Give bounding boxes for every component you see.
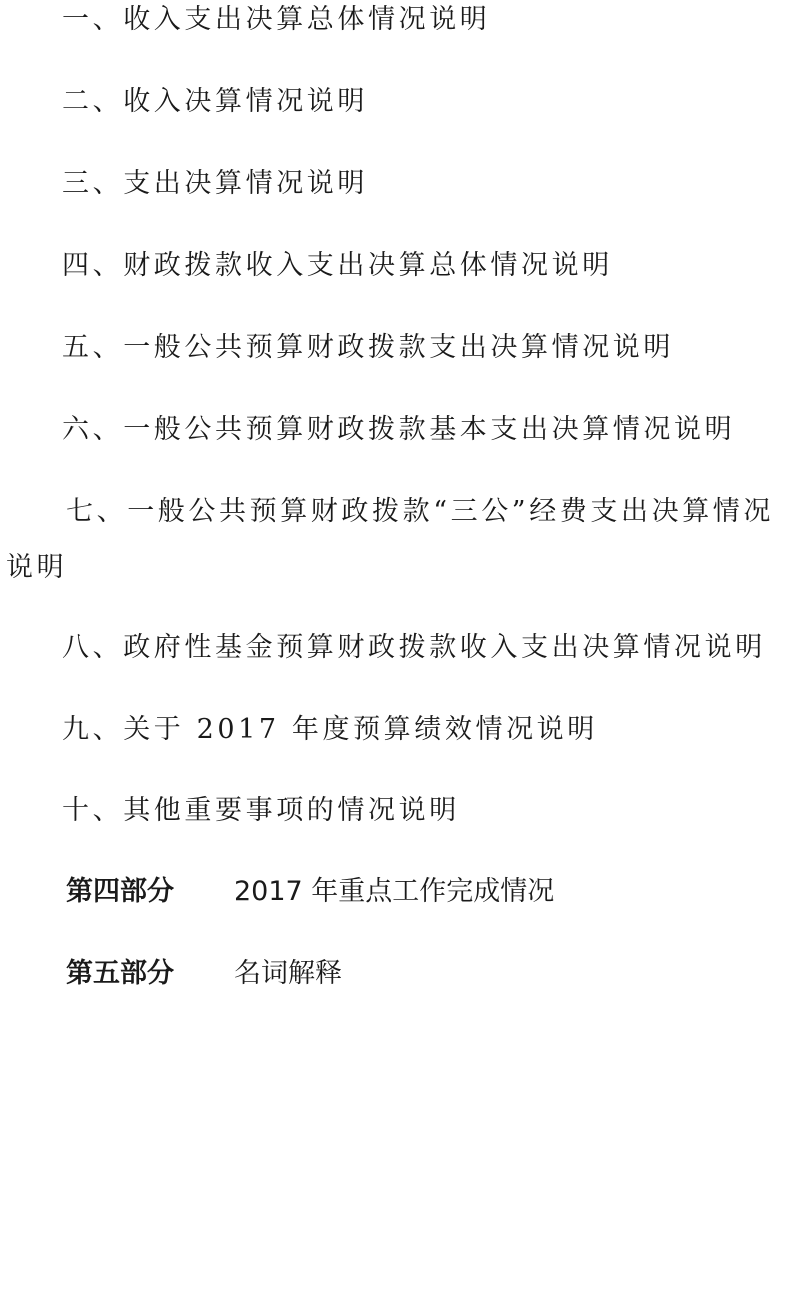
toc-item-text: 七、一般公共预算财政拨款“三公”经费支出决算情况说明 [6,496,775,583]
toc-item-3 [0,164,790,204]
toc-item-9 [0,710,790,750]
toc-item-6 [0,410,790,450]
toc-item-text: 十、其他重要事项的情况说明 [62,795,460,826]
toc-item-8 [0,628,790,668]
part-title: 2017 年重点工作完成情况 [234,876,555,907]
toc-item-text: 二、收入决算情况说明 [62,86,368,117]
toc-item-text: 八、政府性基金预算财政拨款收入支出决算情况说明 [62,632,766,663]
toc-item-text: 四、财政拨款收入支出决算总体情况说明 [62,250,613,281]
toc-item-text: 五、一般公共预算财政拨款支出决算情况说明 [62,332,674,363]
toc-item-text: 九、关于 2017 年度预算绩效情况说明 [62,714,598,745]
toc-item-2 [0,82,790,122]
toc-item-7 [6,484,791,596]
toc-item-4 [0,246,790,286]
toc-item-text: 一、收入支出决算总体情况说明 [62,4,491,35]
toc-item-10 [0,791,790,831]
part-title: 名词解释 [234,958,342,989]
toc-item-text: 六、一般公共预算财政拨款基本支出决算情况说明 [62,414,736,445]
part-four-heading [66,872,554,912]
part-label: 第四部分 [66,876,174,907]
part-label: 第五部分 [66,958,174,989]
toc-item-1 [0,0,790,40]
part-five-heading [66,954,342,994]
toc-item-text: 三、支出决算情况说明 [62,168,368,199]
toc-item-5 [0,328,790,368]
